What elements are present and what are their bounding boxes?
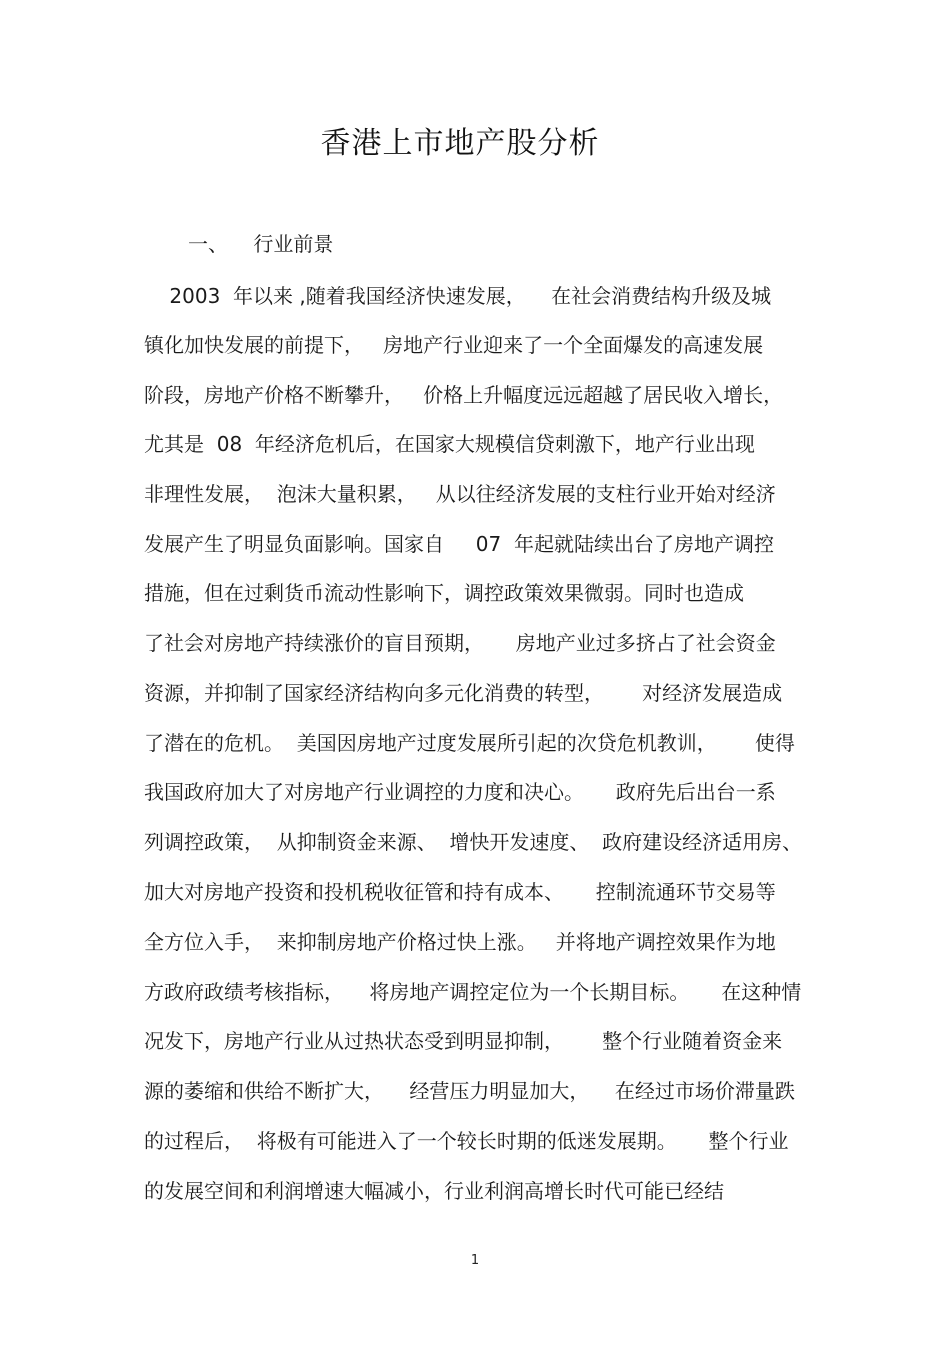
paragraph-line: 源的萎缩和供给不断扩大， 经营压力明显加大， 在经过市场价滞量跌 [144, 1079, 795, 1103]
paragraph-line: 加大对房地产投资和投机税收征管和持有成本、 控制流通环节交易等 [144, 880, 776, 904]
page-number: 1 [470, 1253, 480, 1268]
paragraph-line: 方政府政绩考核指标， 将房地产调控定位为一个长期目标。 在这种情 [144, 980, 802, 1004]
paragraph-line: 全方位入手， 来抑制房地产价格过快上涨。 并将地产调控效果作为地 [144, 930, 776, 954]
paragraph-line: 阶段，房地产价格不断攀升， 价格上升幅度远远超越了居民收入增长， [144, 383, 784, 407]
paragraph-line: 发展产生了明显负面影响。国家自 07 年起就陆续出台了房地产调控 [144, 532, 774, 556]
paragraph-line: 2003 年以来 ,随着我国经济快速发展， 在社会消费结构升级及城 [144, 284, 772, 308]
paragraph-line: 了社会对房地产持续涨价的盲目预期， 房地产业过多挤占了社会资金 [144, 631, 776, 655]
paragraph-line: 尤其是 08 年经济危机后，在国家大规模信贷刺激下，地产行业出现 [144, 432, 755, 456]
paragraph-line: 况发下，房地产行业从过热状态受到明显抑制， 整个行业随着资金来 [144, 1029, 783, 1053]
paragraph-line: 列调控政策， 从抑制资金来源、 增快开发速度、 政府建设经济适用房、 [144, 830, 803, 854]
paragraph-line: 资源，并抑制了国家经济结构向多元化消费的转型， 对经济发展造成 [144, 681, 783, 705]
paragraph-line: 非理性发展， 泡沫大量积累， 从以往经济发展的支柱行业开始对经济 [144, 482, 776, 506]
paragraph-line: 我国政府加大了对房地产行业调控的力度和决心。 政府先后出台一系 [144, 780, 776, 804]
paragraph-line: 的过程后， 将极有可能进入了一个较长时期的低迷发展期。 整个行业 [144, 1129, 789, 1153]
paragraph-line: 的发展空间和利润增速大幅减小，行业利润高增长时代可能已经结 [144, 1179, 724, 1203]
page-title: 香港上市地产股分析 [320, 126, 600, 161]
paragraph-line: 措施，但在过剩货币流动性影响下，调控政策效果微弱。同时也造成 [144, 581, 744, 605]
paragraph-line: 镇化加快发展的前提下， 房地产行业迎来了一个全面爆发的高速发展 [144, 333, 764, 357]
paragraph-line: 了潜在的危机。 美国因房地产过度发展所引起的次贷危机教训， 使得 [144, 731, 795, 755]
section-heading: 一、 行业前景 [188, 232, 334, 256]
